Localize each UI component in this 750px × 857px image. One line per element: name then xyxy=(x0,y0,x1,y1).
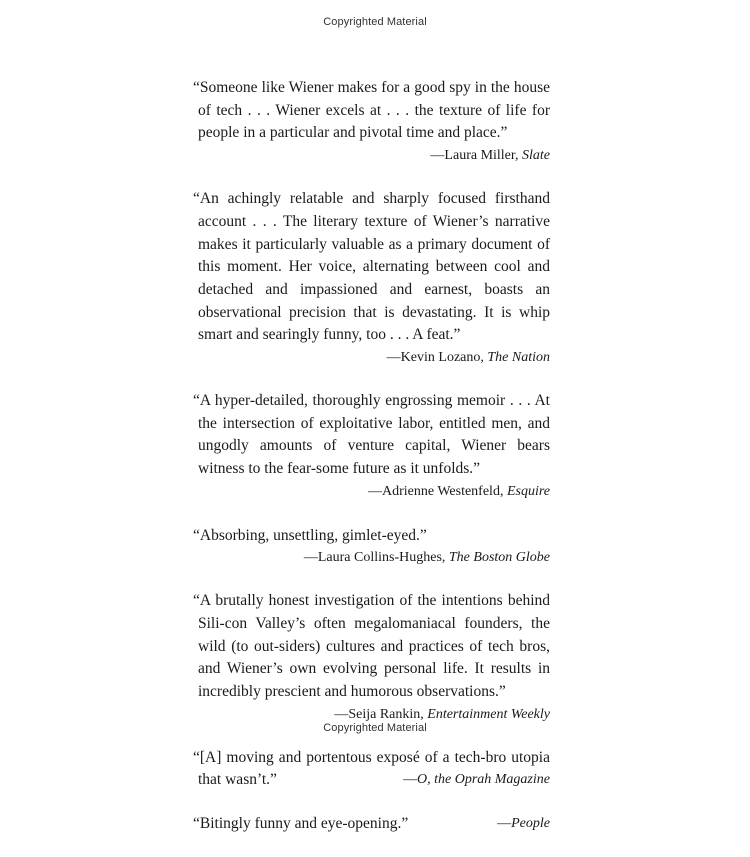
blurb-the-nation xyxy=(193,188,550,369)
attribution-publication: The Nation xyxy=(487,350,550,366)
watermark-top: Copyrighted Material xyxy=(323,16,427,28)
blurb-quote-text: “Bitingly funny and eye-opening.” xyxy=(193,815,409,833)
attribution-author: —Kevin Lozano, xyxy=(386,350,488,366)
watermark-bottom: Copyrighted Material xyxy=(323,722,427,734)
blurb-slate xyxy=(193,77,550,167)
blurb-oprah-magazine xyxy=(193,747,550,792)
attribution-publication: Esquire xyxy=(506,483,550,499)
blurb-quote: “Someone like Wiener makes for a good spy in the house of tech . . . Wiener excels at . . . the texture of life for people in a particular and pivotal time and place.” xyxy=(193,79,550,142)
attribution-publication: O, the Oprah Magazine xyxy=(417,772,550,788)
blurb-quote: “Absorbing, unsettling, gimlet-eyed.” xyxy=(193,526,427,544)
attribution-publication: Entertainment Weekly xyxy=(427,706,550,722)
blurb-attribution xyxy=(494,813,550,836)
blurb-people xyxy=(193,813,550,836)
blurb-attribution xyxy=(198,347,550,369)
blurb-attribution xyxy=(365,481,550,504)
attribution-author: — xyxy=(403,772,417,788)
attribution-author: —Laura Collins-Hughes, xyxy=(303,550,449,566)
blurb-attribution xyxy=(400,769,550,792)
attribution-author: —Adrienne Westenfeld, xyxy=(367,483,507,499)
attribution-author: — xyxy=(497,816,512,832)
blurb-quote xyxy=(193,390,550,499)
blurb-quote-text: “[A] moving and portentous exposé of a tech-bro utopia that wasn’t.” xyxy=(193,748,550,789)
blurb-quote xyxy=(193,813,550,836)
attribution-author: —Seija Rankin, xyxy=(334,706,428,722)
attribution-author: —Laura Miller, xyxy=(430,148,522,164)
blurb-quote-text: “A hyper-detailed, thoroughly engrossing memoir . . . At the intersection of exploitative labor, entitled men, and ungodly amounts of venture capital, Wiener bears witness to the fear-some future as it unfolds.” xyxy=(193,392,550,478)
attribution-publication: People xyxy=(511,816,550,832)
blurbs-list xyxy=(193,77,550,857)
blurb-attribution xyxy=(198,547,550,569)
blurb-quote xyxy=(193,747,550,792)
blurb-entertainment-weekly xyxy=(193,590,550,726)
blurb-esquire xyxy=(193,390,550,504)
blurb-boston-globe xyxy=(193,525,550,570)
attribution-publication: Slate xyxy=(522,148,550,164)
blurb-attribution xyxy=(198,145,550,167)
attribution-publication: The Boston Globe xyxy=(448,550,550,566)
blurb-quote: “An achingly relatable and sharply focused firsthand account . . . The literary texture of Wiener’s narrative makes it particularly valuable as a primary document of this moment. Her voice, alternating between cool and detached and impassioned and earnest, boasts an observational precision that is devastating. It is whip smart and searingly funny, too . . . A feat.” xyxy=(193,190,550,344)
blurb-quote: “A brutally honest investigation of the intentions behind Sili-con Valley’s often megalomaniacal founders, the wild (to out-siders) cultures and practices of tech bros, and Wiener’s own evolving personal life. It results in incredibly prescient and humorous observations.” xyxy=(193,592,550,701)
